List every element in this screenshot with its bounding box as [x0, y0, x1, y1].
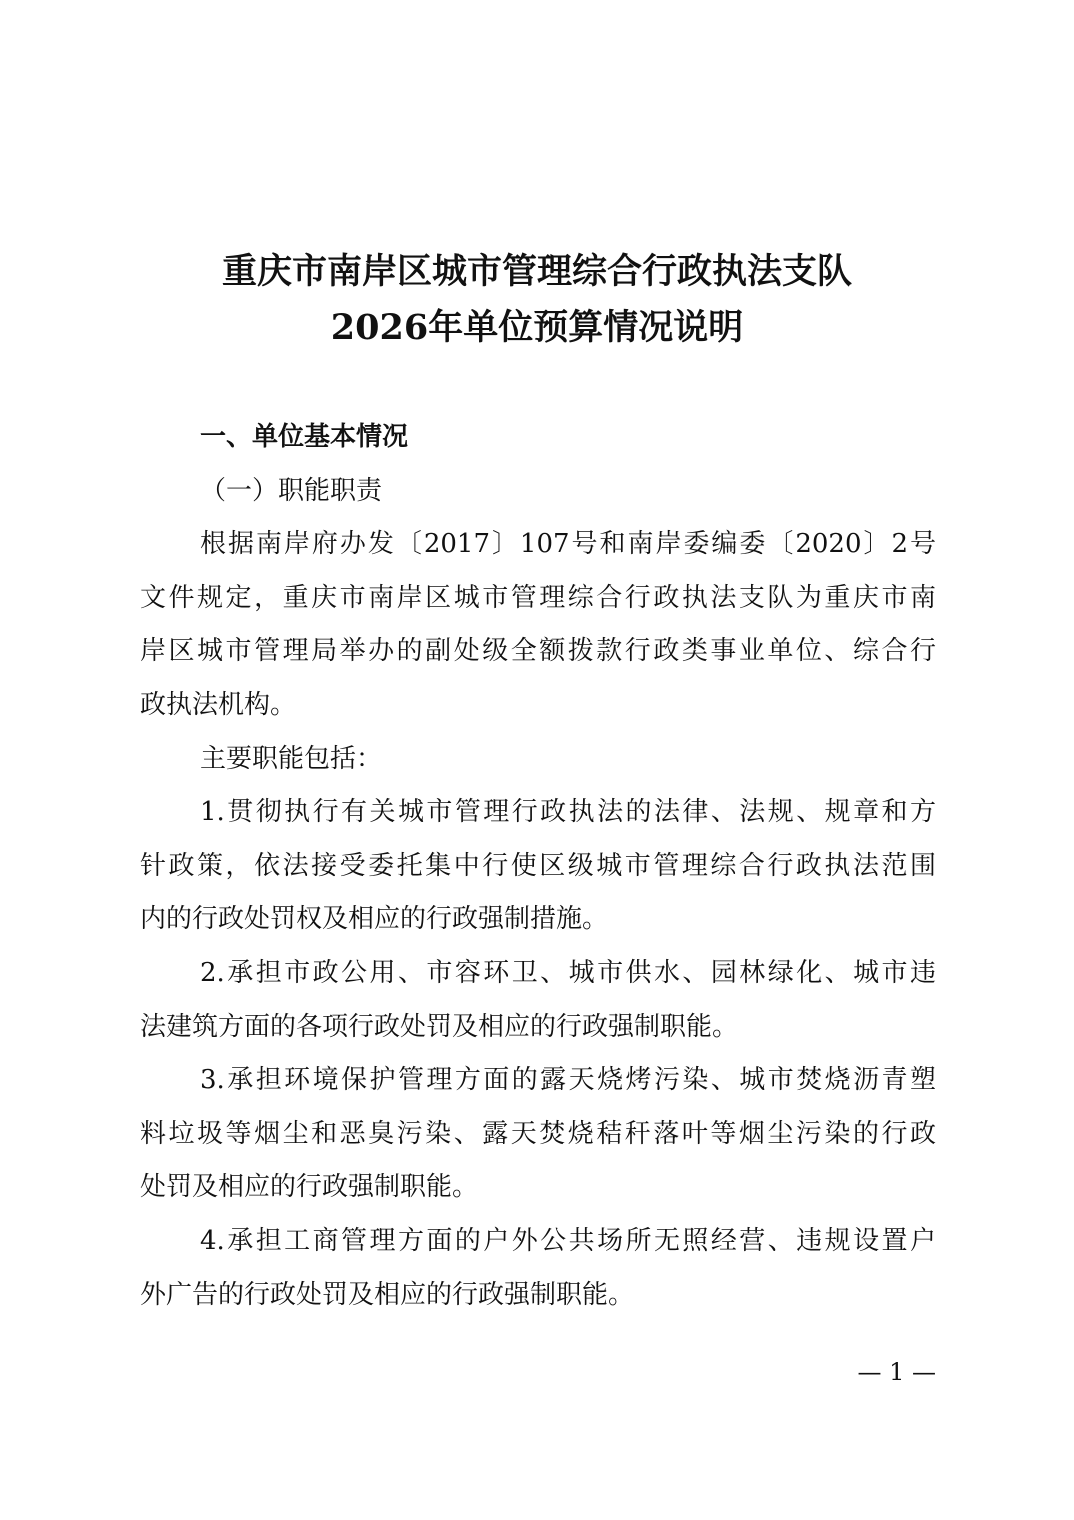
document-title-line-2: 2026年单位预算情况说明	[330, 307, 744, 348]
list-item-line: 内的行政处罚权及相应的行政强制措施。	[140, 904, 609, 935]
functions-lead: 主要职能包括：	[200, 743, 383, 774]
list-item-line: 3.承担环境保护管理方面的露天烧烤污染、城市焚烧沥青塑	[200, 1065, 936, 1096]
document-body	[140, 411, 936, 1322]
list-item-line: 外广告的行政处罚及相应的行政强制职能。	[140, 1279, 635, 1310]
list-item-line: 1.贯彻执行有关城市管理行政执法的法律、法规、规章和方	[200, 797, 936, 828]
paragraph-line: 政执法机构。	[140, 689, 297, 720]
list-item-line: 2.承担市政公用、市容环卫、城市供水、园林绿化、城市违	[200, 957, 936, 988]
section-heading: 一、单位基本情况	[200, 422, 409, 452]
paragraph-line: 文件规定，重庆市南岸区城市管理综合行政执法支队为重庆市南	[140, 582, 936, 613]
list-item-line: 4.承担工商管理方面的户外公共场所无照经营、违规设置户	[200, 1225, 936, 1256]
document-title-line-1: 重庆市南岸区城市管理综合行政执法支队	[221, 251, 852, 292]
paragraph-line: 根据南岸府办发〔2017〕107号和南岸委编委〔2020〕2号	[200, 529, 936, 560]
list-item-line: 料垃圾等烟尘和恶臭污染、露天焚烧秸秆落叶等烟尘污染的行政	[140, 1118, 936, 1149]
subsection-heading: （一）职能职责	[200, 475, 383, 506]
list-item-line: 针政策，依法接受委托集中行使区级城市管理综合行政执法范围	[140, 850, 936, 881]
list-item-line: 法建筑方面的各项行政处罚及相应的行政强制职能。	[140, 1011, 739, 1042]
list-item-line: 处罚及相应的行政强制职能。	[140, 1172, 479, 1203]
paragraph-line: 岸区城市管理局举办的副处级全额拨款行政类事业单位、综合行	[140, 636, 936, 667]
page-number: — 1 —	[857, 1358, 936, 1386]
